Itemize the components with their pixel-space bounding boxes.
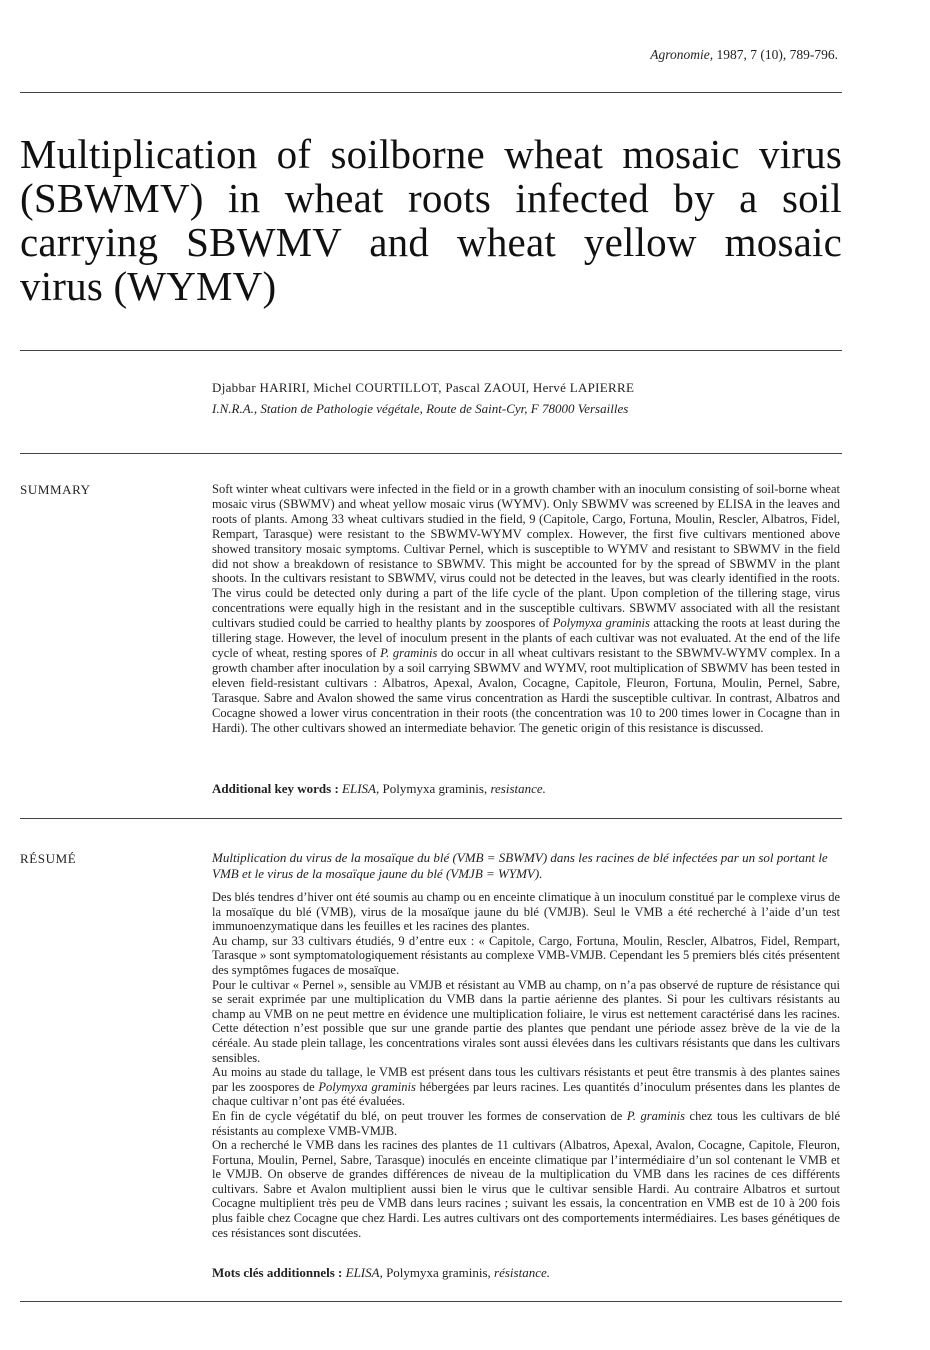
species-name: P. graminis <box>626 1108 686 1123</box>
species-name: Polymyxa graminis <box>318 1079 416 1094</box>
resume-subtitle: Multiplication du virus de la mosaïque du blé (VMB = SBWMV) dans les racines de blé infectées par un sol portant le VMB et le virus de la mosaïque jaune du blé (VMJB = WYMV). <box>212 850 828 881</box>
keywords-label: Mots clés additionnels : <box>212 1265 343 1280</box>
bottom-rule <box>20 1301 842 1302</box>
keywords-label: Additional key words : <box>212 781 339 796</box>
resume-paragraph: En fin de cycle végétatif du blé, on peut trouver les formes de conservation de P. graminis chez tous les cultivars de blé résistants au complexe VMB-VMJB. <box>212 1108 840 1138</box>
title-rule <box>20 350 842 351</box>
affiliation-rule <box>20 453 842 454</box>
summary-label: SUMMARY <box>20 482 91 497</box>
affiliation: I.N.R.A., Station de Pathologie végétale, Route de Saint-Cyr, F 78000 Versailles <box>212 401 629 416</box>
resume-keywords: Mots clés additionnels : ELISA, Polymyxa graminis, résistance. <box>212 1265 551 1280</box>
resume-paragraph: Au moins au stade du tallage, le VMB est présent dans tous les cultivars résistants et peut être transmis à des plantes saines par les zoospores de Polymyxa graminis hébergées par leurs racines. Les quantités d’inoculum présentes dans les plantes de chaque cultivar n’ont pas été évaluées. <box>212 1065 841 1109</box>
journal-citation <box>650 47 838 63</box>
resume-text <box>212 890 840 1240</box>
summary-keywords: Additional key words : ELISA, Polymyxa graminis, resistance. <box>212 781 546 796</box>
species-name: Polymyxa graminis <box>552 616 650 631</box>
resume-label: RÉSUMÉ <box>20 851 77 866</box>
volume-pages: 1987, 7 (10), 789-796. <box>716 47 838 62</box>
resume-paragraph: Au champ, sur 33 cultivars étudiés, 9 d’entre eux : « Capitole, Cargo, Fortuna, Moulin, Rescler, Albatros, Fidel, Rempart, Tarasque » sont symptomatologiquement résistants au complexe VMB-VMJB. Cependant les 5 premiers blés cités présentent des symptômes fugaces de mosaïque. <box>212 933 840 977</box>
resume-paragraph: Des blés tendres d’hiver ont été soumis au champ ou en enceinte climatique à un inoculum constitué par le complexe virus de la mosaïque du blé (VMB), virus de la mosaïque jaune du blé (VMJB). Seul le VMB a été recherché à l’aide d’un test immunoenzymatique dans les feuilles et les racines des plantes. <box>212 890 840 934</box>
summary-rule <box>20 818 842 819</box>
header-rule <box>20 92 842 93</box>
resume-paragraph: On a recherché le VMB dans les racines des plantes de 11 cultivars (Albatros, Apexal, Avalon, Cocagne, Capitole, Fleuron, Fortuna, Moulin, Pernel, Sabre, Tarasque) inoculés en enceinte climatique par l’intermédiaire d’un sol contenant le VMB et le VMJB. On observe de grandes différences de niveau de la multiplication du VMB dans les racines de ces différents cultivars. Sabre et Avalon multiplient aussi bien le virus que le cultivar sensible Hardi. Au contraire Albatros et surtout Cocagne multiplient très peu de VMB dans leurs racines ; suivant les essais, la concentration en VMB est de 10 à 200 fois plus faible chez Cocagne que chez Hardi. Les autres cultivars ont des comportements intermédiaires. Les bases génétiques de ces résistances sont discutées. <box>212 1138 840 1240</box>
author-list: Djabbar HARIRI, Michel COURTILLOT, Pascal ZAOUI, Hervé LAPIERRE <box>212 380 635 395</box>
journal-name: Agronomie, <box>650 47 714 62</box>
summary-text: Soft winter wheat cultivars were infected in the field or in a growth chamber with an inoculum consisting of soil-borne wheat mosaic virus (SBWMV) and wheat yellow mosaic virus (WYMV). Only SBWMV was screened by ELISA in the leaves and roots of plants. Among 33 wheat cultivars studied in the field, 9 (Capitole, Cargo, Fortuna, Moulin, Rescler, Albatros, Fidel, Rempart, Tarasque) were resistant to the SBWMV-WYMV complex. However, the first five cultivars mentioned above showed transitory mosaic symptoms. Cultivar Pernel, which is susceptible to WYMV and resistant to SBWMV in the field did not show a breakdown of resistance to SBWMV. This might be accounted for by the spread of SBWMV in the plant shoots. In the cultivars resistant to SBWMV, virus could not be detected in the leaves, but was clearly identified in the roots. The virus could be detected only during a part of the life cycle of the plant. Upon completion of the tillering stage, virus concentrations were equally high in the resistant and in the susceptible cultivars. SBWMV associated with all the resistant cultivars studied could be carried to healthy plants by zoospores of Polymyxa graminis attacking the roots at least during the tillering stage. However, the level of inoculum present in the plants of each cultivar was not evaluated. At the end of the life cycle of wheat, resting spores of P. graminis do occur in all wheat cultivars resistant to the SBWMV-WYMV complex. In a growth chamber after inoculation by a soil carrying SBWMV and WYMV, root multiplication of SBWMV has been tested in eleven field-resistant cultivars : Albatros, Apexal, Avalon, Cocagne, Capitole, Fleuron, Fortuna, Moulin, Pernel, Sabre, Tarasque. Sabre and Avalon showed the same virus concentration as Hardi the susceptible cultivar. In contrast, Albatros and Cocagne showed a lower virus concentration in their roots (the concentration was 10 to 200 times lower in Cocagne than in Hardi). The other cultivars showed an intermediate behavior. The genetic origin of this resistance is discussed. <box>212 482 840 735</box>
resume-paragraph: Pour le cultivar « Pernel », sensible au VMJB et résistant au VMB au champ, on n’a pas observé de rupture de résistance qui se serait exprimée par une multiplication du VMB dans la partie aérienne des plantes. Si pour les cultivars résistants au champ au VMB on ne peut mettre en évidence une multiplication foliaire, le virus est nettement caractérisé dans les racines. Cette détection n’est possible que sur une grande partie des plantes que pendant une période assez brève de la vie de la céréale. Au stade plein tallage, les concentrations virales sont aussi élevées dans les cultivars résistants que dans les cultivars sensibles. <box>212 977 840 1065</box>
species-name: P. graminis <box>380 645 438 660</box>
article-title: Multiplication of soilborne wheat mosaic virus (SBWMV) in wheat roots infected by a soil carrying SBWMV and wheat yellow mosaic virus (WYMV) <box>20 131 842 309</box>
